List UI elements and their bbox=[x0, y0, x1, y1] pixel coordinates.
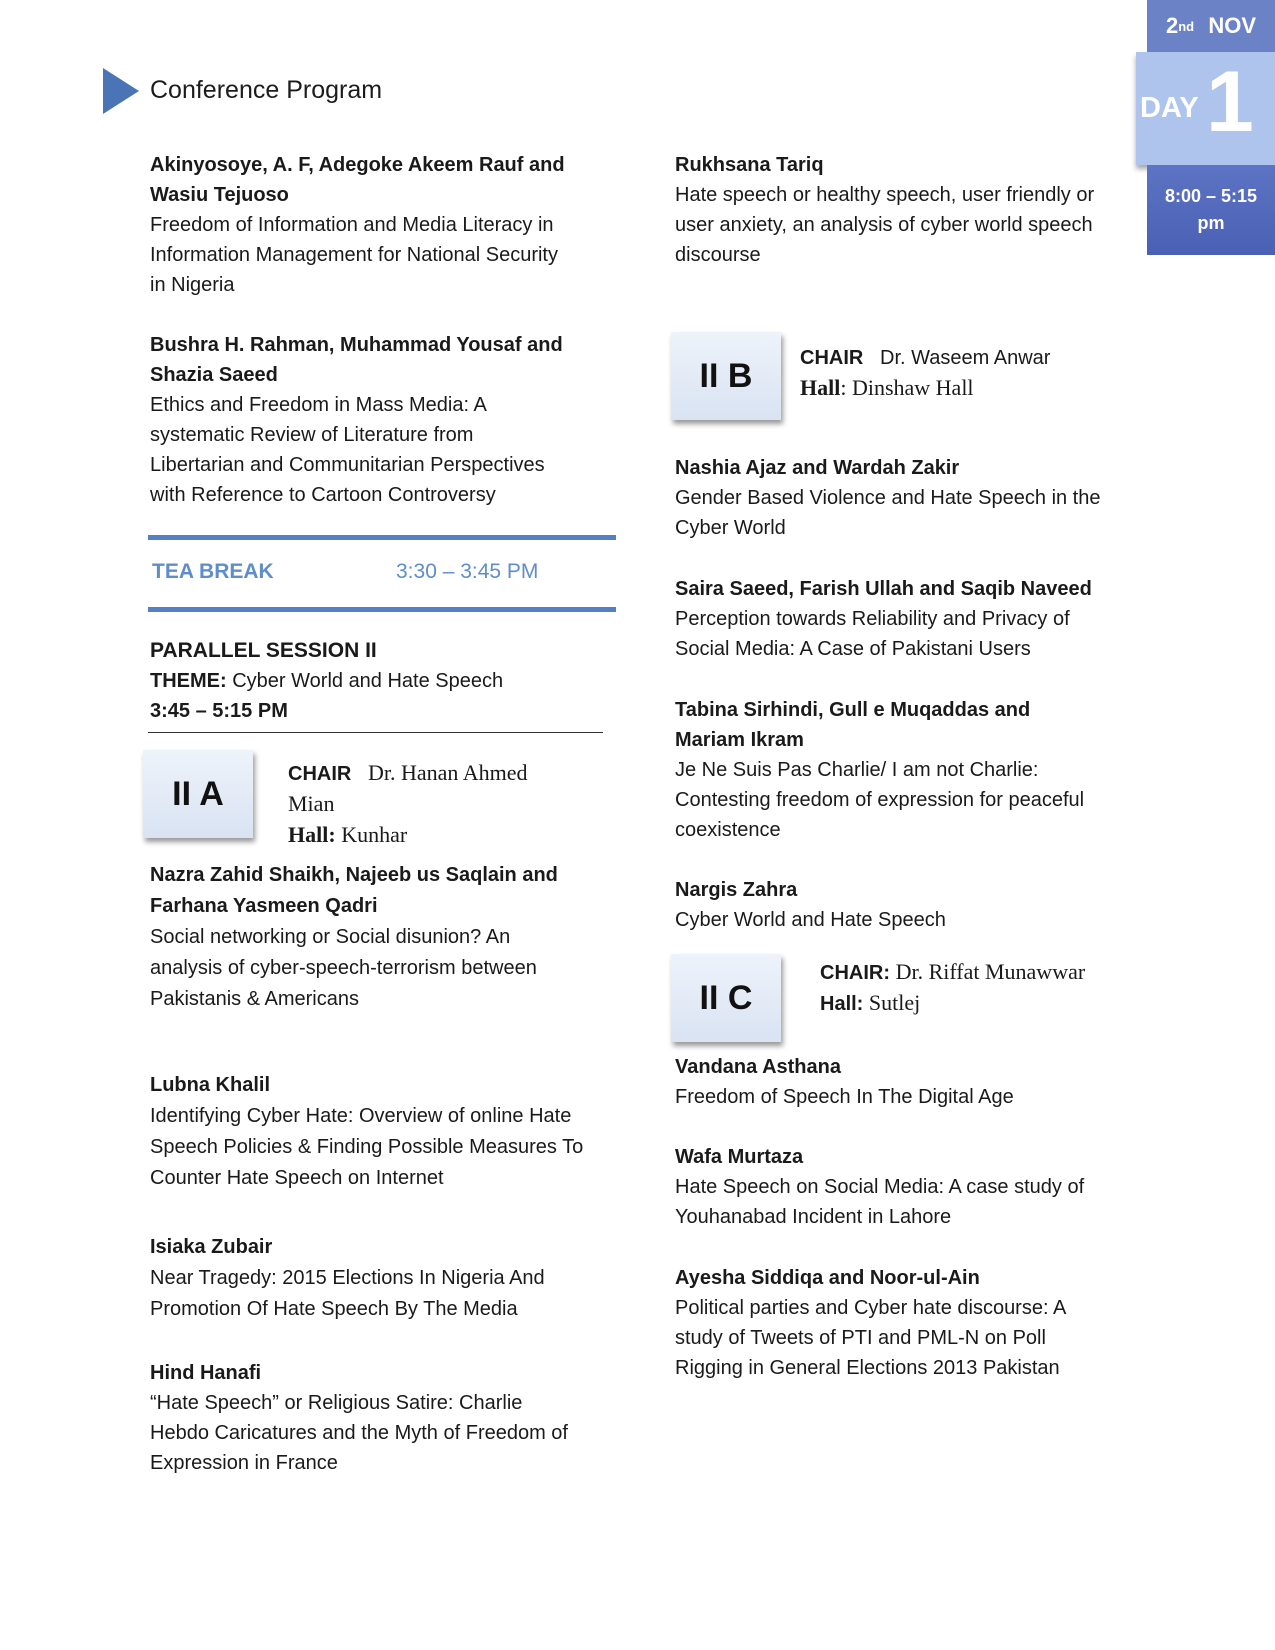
paper-title: Information Management for National Security bbox=[150, 244, 558, 266]
session-code-box: II B bbox=[671, 332, 781, 420]
paper-title: with Reference to Cartoon Controversy bbox=[150, 484, 496, 506]
paper-title: Pakistanis & Americans bbox=[150, 988, 359, 1010]
day-time-badge bbox=[1147, 165, 1275, 255]
paper-entry bbox=[675, 695, 1135, 845]
paper-entry bbox=[675, 1052, 1135, 1112]
chair-block bbox=[800, 344, 1130, 404]
hall-key: Hall: bbox=[288, 822, 336, 847]
paper-title: Speech Policies & Finding Possible Measures To bbox=[150, 1136, 584, 1158]
hall-key: Hall bbox=[800, 375, 841, 400]
paper-title: systematic Review of Literature from bbox=[150, 424, 474, 446]
session-time: 3:45 – 5:15 PM bbox=[150, 700, 288, 722]
paper-title: Cyber World bbox=[675, 517, 786, 539]
authors: Isiaka Zubair bbox=[150, 1236, 273, 1258]
paper-title: Libertarian and Communitarian Perspectives bbox=[150, 454, 545, 476]
hall-value: Sutlej bbox=[868, 990, 921, 1015]
day-number: 1 bbox=[1206, 54, 1254, 150]
date-suffix: nd bbox=[1178, 18, 1195, 34]
hall-value: Kunhar bbox=[341, 822, 408, 847]
chair-block bbox=[820, 957, 1140, 1019]
session-divider bbox=[148, 732, 603, 733]
chair-block bbox=[288, 758, 588, 851]
paper-title: Gender Based Violence and Hate Speech in the bbox=[675, 487, 1101, 509]
paper-title: in Nigeria bbox=[150, 274, 235, 296]
paper-title: Near Tragedy: 2015 Elections In Nigeria And bbox=[150, 1267, 545, 1289]
authors: Nargis Zahra bbox=[675, 879, 798, 901]
paper-title: Youhanabad Incident in Lahore bbox=[675, 1206, 952, 1228]
authors: Nazra Zahid Shaikh, Najeeb us Saqlain and bbox=[150, 864, 558, 886]
paper-entry bbox=[150, 1070, 610, 1194]
day-word: DAY bbox=[1140, 92, 1199, 124]
authors: Rukhsana Tariq bbox=[675, 154, 824, 176]
paper-title: coexistence bbox=[675, 819, 781, 841]
authors: Mariam Ikram bbox=[675, 729, 804, 751]
day-time-line1: 8:00 – 5:15 bbox=[1164, 186, 1258, 206]
authors: Vandana Asthana bbox=[675, 1056, 841, 1078]
paper-entry bbox=[675, 150, 1135, 270]
authors: Ayesha Siddiqa and Noor-ul-Ain bbox=[675, 1267, 980, 1289]
paper-title: Hebdo Caricatures and the Myth of Freedom of bbox=[150, 1422, 568, 1444]
chair-value: Dr. Riffat Munawwar bbox=[895, 959, 1086, 984]
paper-title: Freedom of Speech In The Digital Age bbox=[675, 1086, 1014, 1108]
paper-entry bbox=[675, 453, 1135, 543]
header-arrow-icon bbox=[103, 68, 139, 114]
paper-title: user anxiety, an analysis of cyber world speech bbox=[675, 214, 1093, 236]
paper-title: Identifying Cyber Hate: Overview of online Hate bbox=[150, 1105, 572, 1127]
tea-break-divider bbox=[148, 607, 616, 612]
theme-value: Cyber World and Hate Speech bbox=[232, 670, 504, 692]
paper-entry bbox=[675, 1263, 1135, 1383]
chair-value: Dr. Hanan Ahmed bbox=[368, 760, 528, 785]
chair-key: CHAIR: bbox=[820, 962, 890, 984]
hall-key: Hall: bbox=[820, 993, 864, 1015]
paper-title: analysis of cyber-speech-terrorism between bbox=[150, 957, 537, 979]
authors: Hind Hanafi bbox=[150, 1362, 262, 1384]
paper-title: study of Tweets of PTI and PML-N on Poll bbox=[675, 1327, 1046, 1349]
paper-title: Cyber World and Hate Speech bbox=[675, 909, 946, 931]
session-code-box: II A bbox=[143, 750, 253, 838]
page-title: Conference Program bbox=[150, 76, 383, 104]
paper-title: Je Ne Suis Pas Charlie/ I am not Charlie: bbox=[675, 759, 1039, 781]
paper-title: “Hate Speech” or Religious Satire: Charlie bbox=[150, 1392, 523, 1414]
date-month: NOV bbox=[1208, 13, 1257, 38]
paper-entry bbox=[675, 1142, 1135, 1232]
paper-entry bbox=[150, 330, 610, 510]
paper-title: Perception towards Reliability and Privacy of bbox=[675, 608, 1070, 630]
paper-title: Ethics and Freedom in Mass Media: A bbox=[150, 394, 487, 416]
session-code-box: II C bbox=[671, 954, 781, 1042]
tea-break-divider bbox=[148, 535, 616, 540]
paper-title: Promotion Of Hate Speech By The Media bbox=[150, 1298, 518, 1320]
authors: Lubna Khalil bbox=[150, 1074, 270, 1096]
authors: Akinyosoye, A. F, Adegoke Akeem Rauf and bbox=[150, 154, 565, 176]
paper-title: Freedom of Information and Media Literacy in bbox=[150, 214, 554, 236]
paper-entry bbox=[150, 1232, 610, 1325]
paper-title: Contesting freedom of expression for peaceful bbox=[675, 789, 1085, 811]
authors: Nashia Ajaz and Wardah Zakir bbox=[675, 457, 960, 479]
authors: Wasiu Tejuoso bbox=[150, 184, 289, 206]
authors: Wafa Murtaza bbox=[675, 1146, 804, 1168]
paper-entry bbox=[150, 1358, 610, 1478]
tea-break-time: 3:30 – 3:45 PM bbox=[396, 560, 539, 583]
paper-title: Counter Hate Speech on Internet bbox=[150, 1167, 444, 1189]
chair-value: Mian bbox=[288, 791, 335, 816]
date-badge bbox=[1147, 0, 1275, 52]
paper-entry bbox=[150, 150, 610, 300]
paper-title: Rigging in General Elections 2013 Pakistan bbox=[675, 1357, 1060, 1379]
paper-entry bbox=[675, 875, 1135, 935]
authors: Bushra H. Rahman, Muhammad Yousaf and bbox=[150, 334, 563, 356]
chair-key: CHAIR bbox=[800, 347, 864, 369]
paper-title: Expression in France bbox=[150, 1452, 338, 1474]
paper-entry bbox=[150, 860, 610, 1015]
chair-value: Dr. Waseem Anwar bbox=[880, 347, 1051, 369]
date-number: 2 bbox=[1165, 13, 1179, 38]
paper-title: Social networking or Social disunion? An bbox=[150, 926, 511, 948]
authors: Farhana Yasmeen Qadri bbox=[150, 895, 378, 917]
day-time-line2: pm bbox=[1197, 213, 1225, 233]
theme-key: THEME: bbox=[150, 670, 227, 692]
authors: Shazia Saeed bbox=[150, 364, 278, 386]
paper-title: Political parties and Cyber hate discourse: A bbox=[675, 1297, 1067, 1319]
authors: Saira Saeed, Farish Ullah and Saqib Naveed bbox=[675, 578, 1092, 600]
paper-title: discourse bbox=[675, 244, 761, 266]
chair-key: CHAIR bbox=[288, 763, 352, 785]
session-title: PARALLEL SESSION II bbox=[150, 639, 377, 662]
authors: Tabina Sirhindi, Gull e Muqaddas and bbox=[675, 699, 1031, 721]
paper-title: Hate Speech on Social Media: A case study of bbox=[675, 1176, 1085, 1198]
session-header bbox=[150, 636, 610, 726]
tea-break-label: TEA BREAK bbox=[152, 560, 274, 583]
hall-value: : Dinshaw Hall bbox=[840, 375, 974, 400]
paper-entry bbox=[675, 574, 1135, 664]
day-badge bbox=[1136, 52, 1275, 165]
paper-title: Hate speech or healthy speech, user friendly or bbox=[675, 184, 1095, 206]
paper-title: Social Media: A Case of Pakistani Users bbox=[675, 638, 1031, 660]
